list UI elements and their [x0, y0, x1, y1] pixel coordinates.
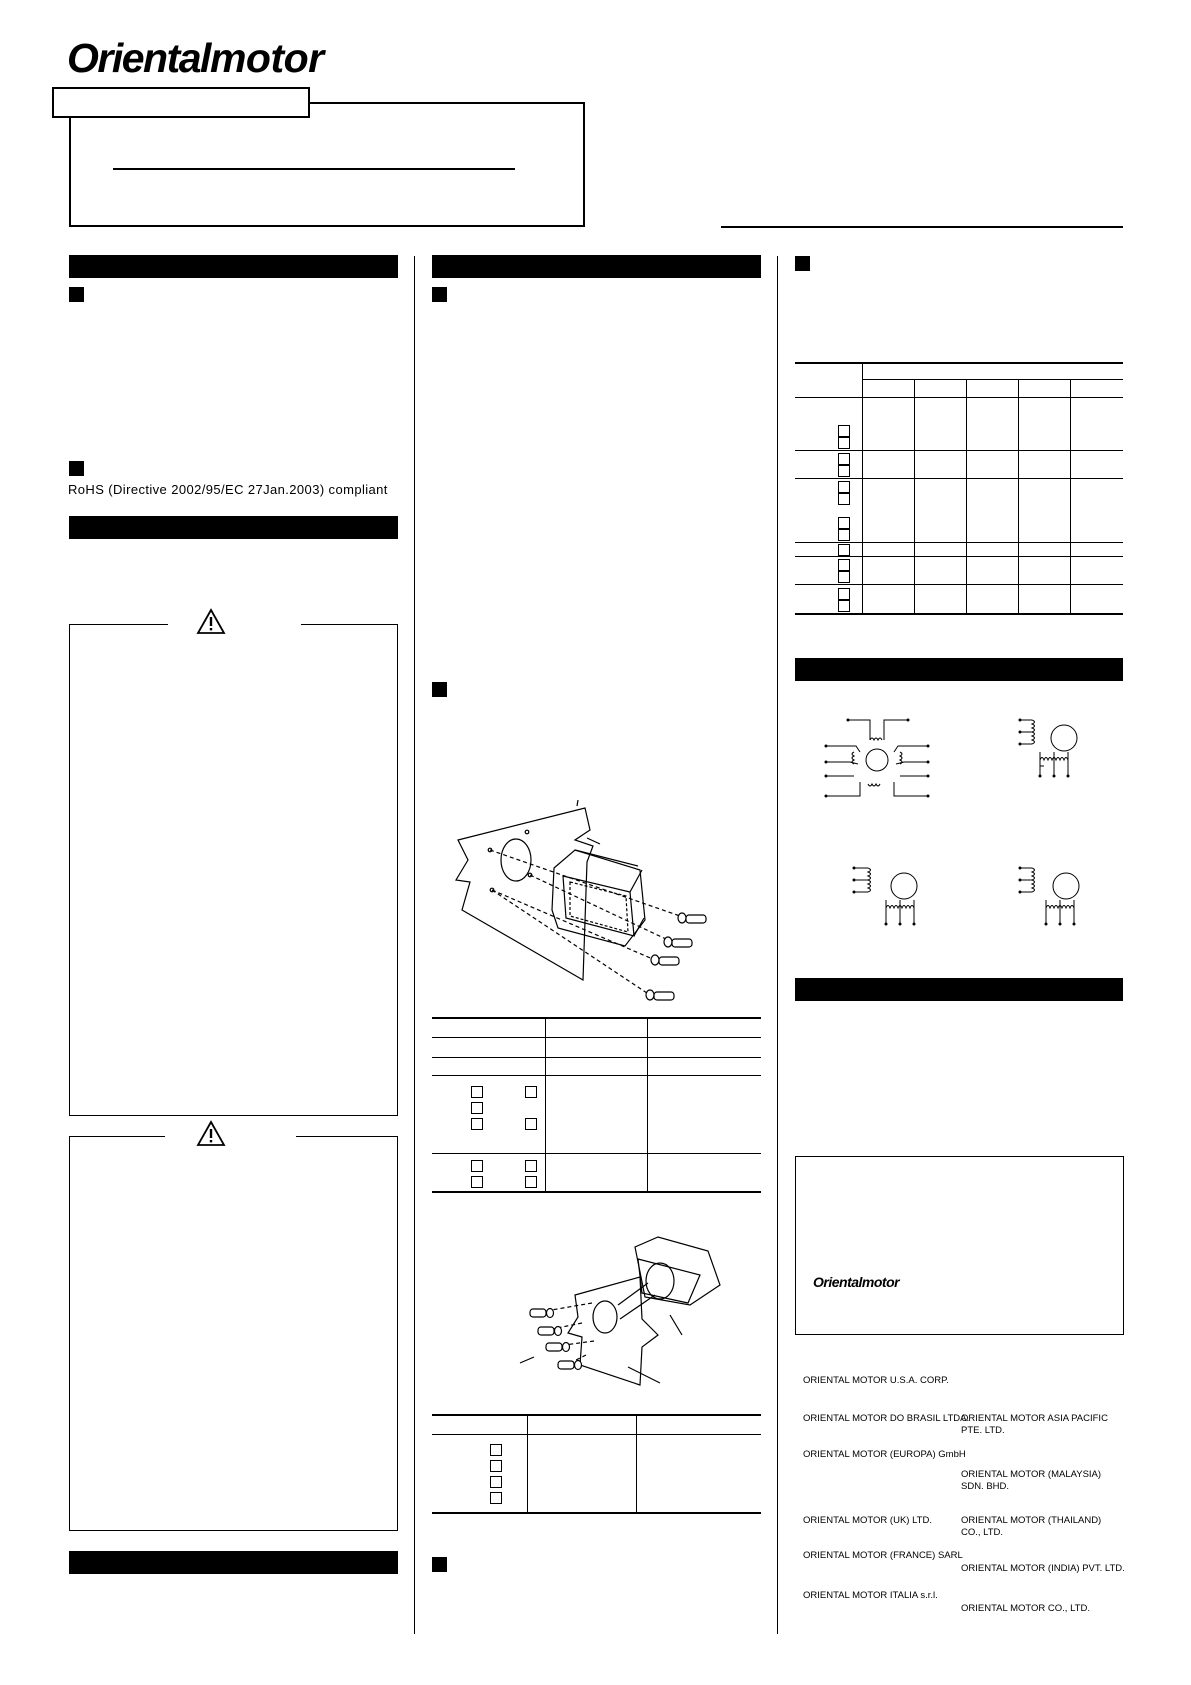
mounting-table: [432, 1017, 761, 1193]
office-italia: ORIENTAL MOTOR ITALIA s.r.l.: [803, 1590, 938, 1601]
office-brasil: ORIENTAL MOTOR DO BRASIL LTDA.: [803, 1413, 970, 1424]
column-divider-2: [777, 256, 778, 1634]
model-checkbox: [471, 1102, 483, 1114]
model-checkbox: [838, 544, 850, 556]
mounting-table-2: [432, 1414, 761, 1514]
office-uk: ORIENTAL MOTOR (UK) LTD.: [803, 1515, 932, 1526]
office-japan: ORIENTAL MOTOR CO., LTD.: [961, 1603, 1090, 1614]
warning-triangle-icon: [196, 608, 226, 635]
model-checkbox: [490, 1492, 502, 1504]
card-logo: Orientalmotor: [813, 1274, 900, 1290]
model-checkbox: [838, 465, 850, 477]
model-checkbox: [471, 1160, 483, 1172]
section-bar-connection: [795, 658, 1123, 681]
subsection-marker: [432, 287, 447, 302]
title-frame: [69, 102, 585, 227]
subsection-marker: [795, 256, 810, 271]
wiring-diagram-2phase-a: [1010, 716, 1090, 801]
column-divider-1: [414, 256, 415, 1634]
specification-table: [795, 362, 1123, 616]
model-checkbox: [838, 517, 850, 529]
office-asia-pacific: ORIENTAL MOTOR ASIA PACIFIC PTE. LTD.: [961, 1413, 1108, 1436]
model-checkbox: [471, 1176, 483, 1188]
model-checkbox: [471, 1086, 483, 1098]
caution-triangle-icon: [196, 1120, 226, 1147]
model-checkbox: [525, 1160, 537, 1172]
mounting-illustration-rear: [510, 1237, 725, 1387]
title-underline: [113, 168, 515, 170]
office-thailand: ORIENTAL MOTOR (THAILAND) CO., LTD.: [961, 1515, 1102, 1538]
contact-card: [795, 1156, 1124, 1335]
model-checkbox: [490, 1460, 502, 1472]
model-checkbox: [525, 1176, 537, 1188]
warning-title-gap: [168, 618, 301, 630]
section-bar-2: [69, 516, 398, 539]
caution-box: [69, 1136, 398, 1531]
subsection-marker: [69, 461, 84, 476]
wiring-diagram-2phase-c: [1020, 864, 1100, 949]
model-checkbox: [471, 1118, 483, 1130]
model-checkbox: [490, 1476, 502, 1488]
wiring-diagram-5phase: [820, 712, 935, 802]
rohs-statement: RoHS (Directive 2002/95/EC 27Jan.2003) compliant: [68, 482, 388, 497]
office-usa: ORIENTAL MOTOR U.S.A. CORP.: [803, 1375, 949, 1386]
section-bar-notes: [795, 978, 1123, 1001]
subsection-marker: [69, 287, 84, 302]
title-tab: [52, 87, 310, 118]
office-malaysia: ORIENTAL MOTOR (MALAYSIA) SDN. BHD.: [961, 1469, 1102, 1492]
model-checkbox: [838, 481, 850, 493]
mounting-illustration-front: [450, 800, 720, 1010]
caution-title-gap: [165, 1130, 296, 1142]
model-checkbox: [838, 425, 850, 437]
section-bar-3: [69, 1551, 398, 1574]
model-checkbox: [838, 588, 850, 600]
brand-logo: Orientalmotor: [67, 35, 324, 81]
model-checkbox: [838, 571, 850, 583]
header-rule-right: [721, 226, 1123, 228]
model-checkbox: [525, 1086, 537, 1098]
model-checkbox: [838, 437, 850, 449]
model-checkbox: [525, 1118, 537, 1130]
office-france: ORIENTAL MOTOR (FRANCE) SARL: [803, 1550, 963, 1561]
warning-box: [69, 624, 398, 1116]
subsection-marker: [432, 1557, 447, 1572]
model-checkbox: [838, 493, 850, 505]
subsection-marker: [432, 682, 447, 697]
model-checkbox: [490, 1444, 502, 1456]
section-bar-installation: [432, 255, 761, 278]
model-checkbox: [838, 453, 850, 465]
section-bar-1: [69, 255, 398, 278]
wiring-diagram-2phase-b: [850, 864, 930, 949]
office-india: ORIENTAL MOTOR (INDIA) PVT. LTD.: [961, 1563, 1125, 1574]
model-checkbox: [838, 529, 850, 541]
office-europa: ORIENTAL MOTOR (EUROPA) GmbH: [803, 1449, 966, 1460]
model-checkbox: [838, 559, 850, 571]
model-checkbox: [838, 600, 850, 612]
